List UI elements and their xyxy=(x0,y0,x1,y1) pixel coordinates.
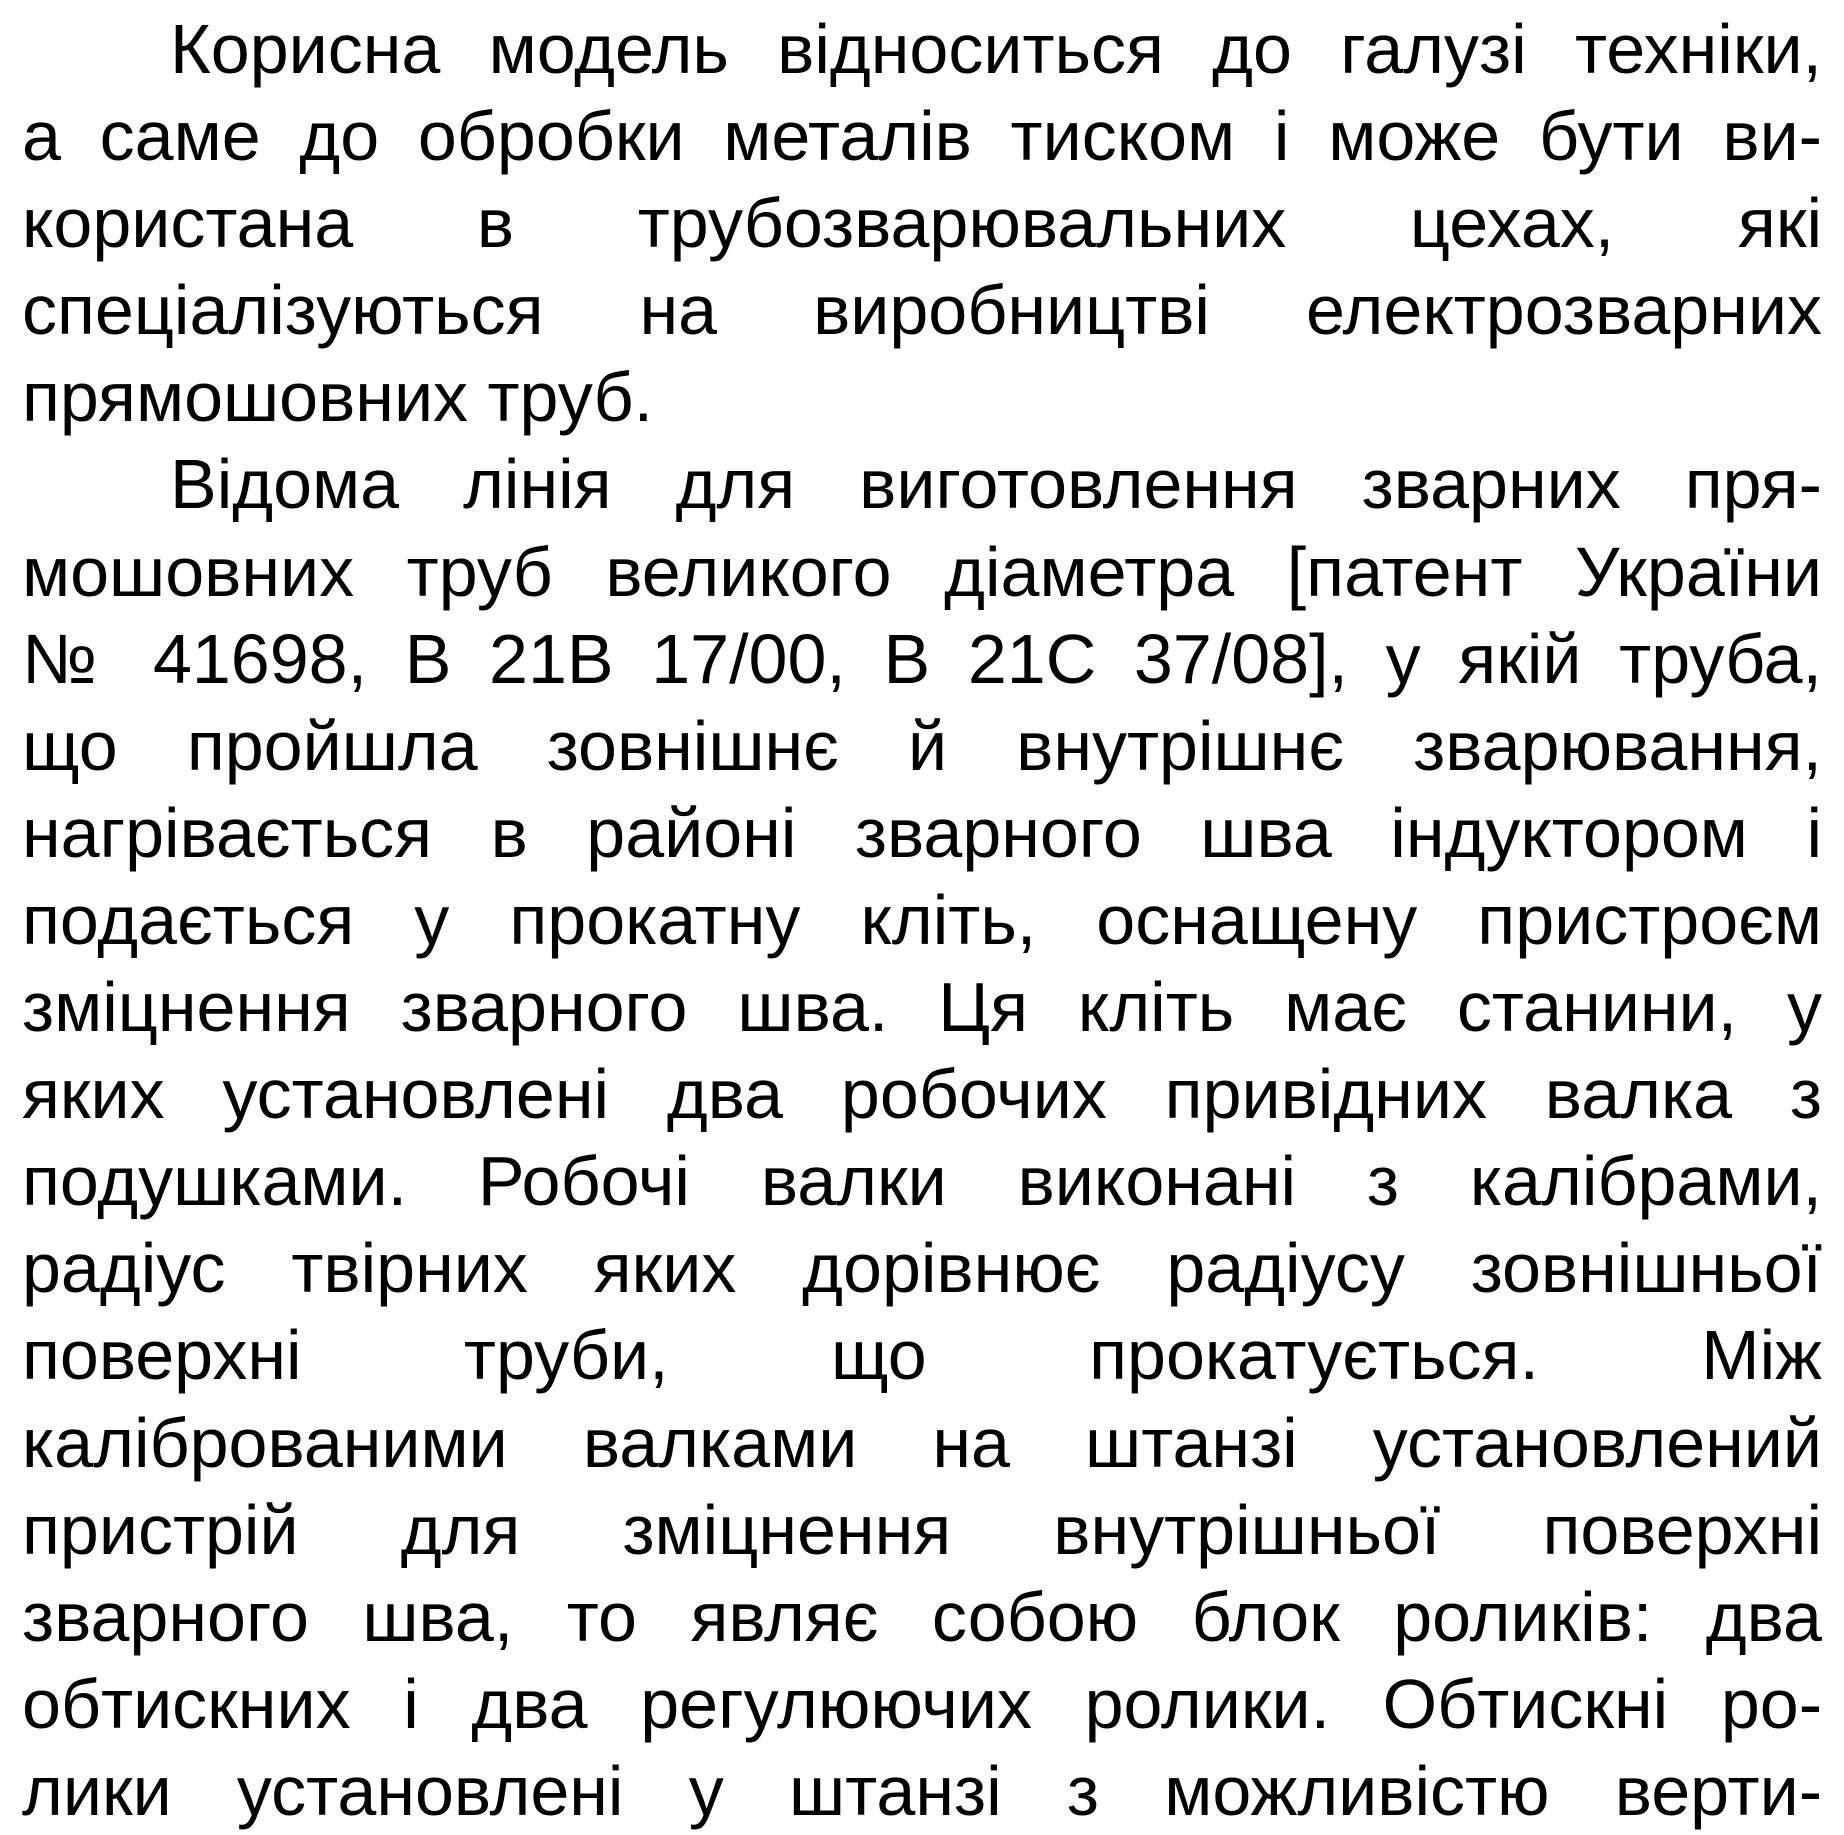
text-line: обтискних і два регулюючих ролики. Обтискні ро- xyxy=(22,1664,1822,1743)
text-line: № 41698, В 21В 17/00, В 21С 37/08], у якій труба, xyxy=(22,619,1822,698)
text-line: поверхні труби, що прокатується. Між xyxy=(22,1316,1822,1395)
text-line: а саме до обробки металів тиском і може бути ви- xyxy=(22,97,1822,176)
paragraph-2 xyxy=(22,441,1822,1835)
text-line: лики установлені у штанзі з можливістю верти- xyxy=(22,1751,1822,1830)
text-line: Відома лінія для виготовлення зварних пря- xyxy=(170,445,1822,524)
text-line: мошовних труб великого діаметра [патент України xyxy=(22,532,1822,611)
text-line: зварного шва, то являє собою блок роликів: два xyxy=(22,1577,1822,1656)
text-line: нагрівається в районі зварного шва індуктором і xyxy=(22,793,1822,872)
document-page xyxy=(22,6,1822,1830)
paragraph-1 xyxy=(22,6,1822,441)
text-line: зміцнення зварного шва. Ця кліть має станини, у xyxy=(22,968,1822,1047)
text-line: прямошовних труб. xyxy=(22,358,654,437)
text-line: радіус твірних яких дорівнює радіусу зовнішньої xyxy=(22,1229,1822,1308)
text-line: Корисна модель відноситься до галузі техніки, xyxy=(170,10,1822,88)
text-line: пристрій для зміцнення внутрішньої поверхні xyxy=(22,1490,1822,1569)
text-line: користана в трубозварювальних цехах, які xyxy=(22,184,1822,263)
text-line: що пройшла зовнішнє й внутрішнє зварювання, xyxy=(22,706,1822,785)
text-line: спеціалізуються на виробництві електрозварних xyxy=(22,271,1822,350)
text-line: яких установлені два робочих привідних валка з xyxy=(22,1055,1822,1134)
text-line: подається у прокатну кліть, оснащену пристроєм xyxy=(22,880,1822,959)
text-line: каліброваними валками на штанзі установлений xyxy=(22,1403,1822,1482)
text-line: подушками. Робочі валки виконані з калібрами, xyxy=(22,1142,1822,1221)
